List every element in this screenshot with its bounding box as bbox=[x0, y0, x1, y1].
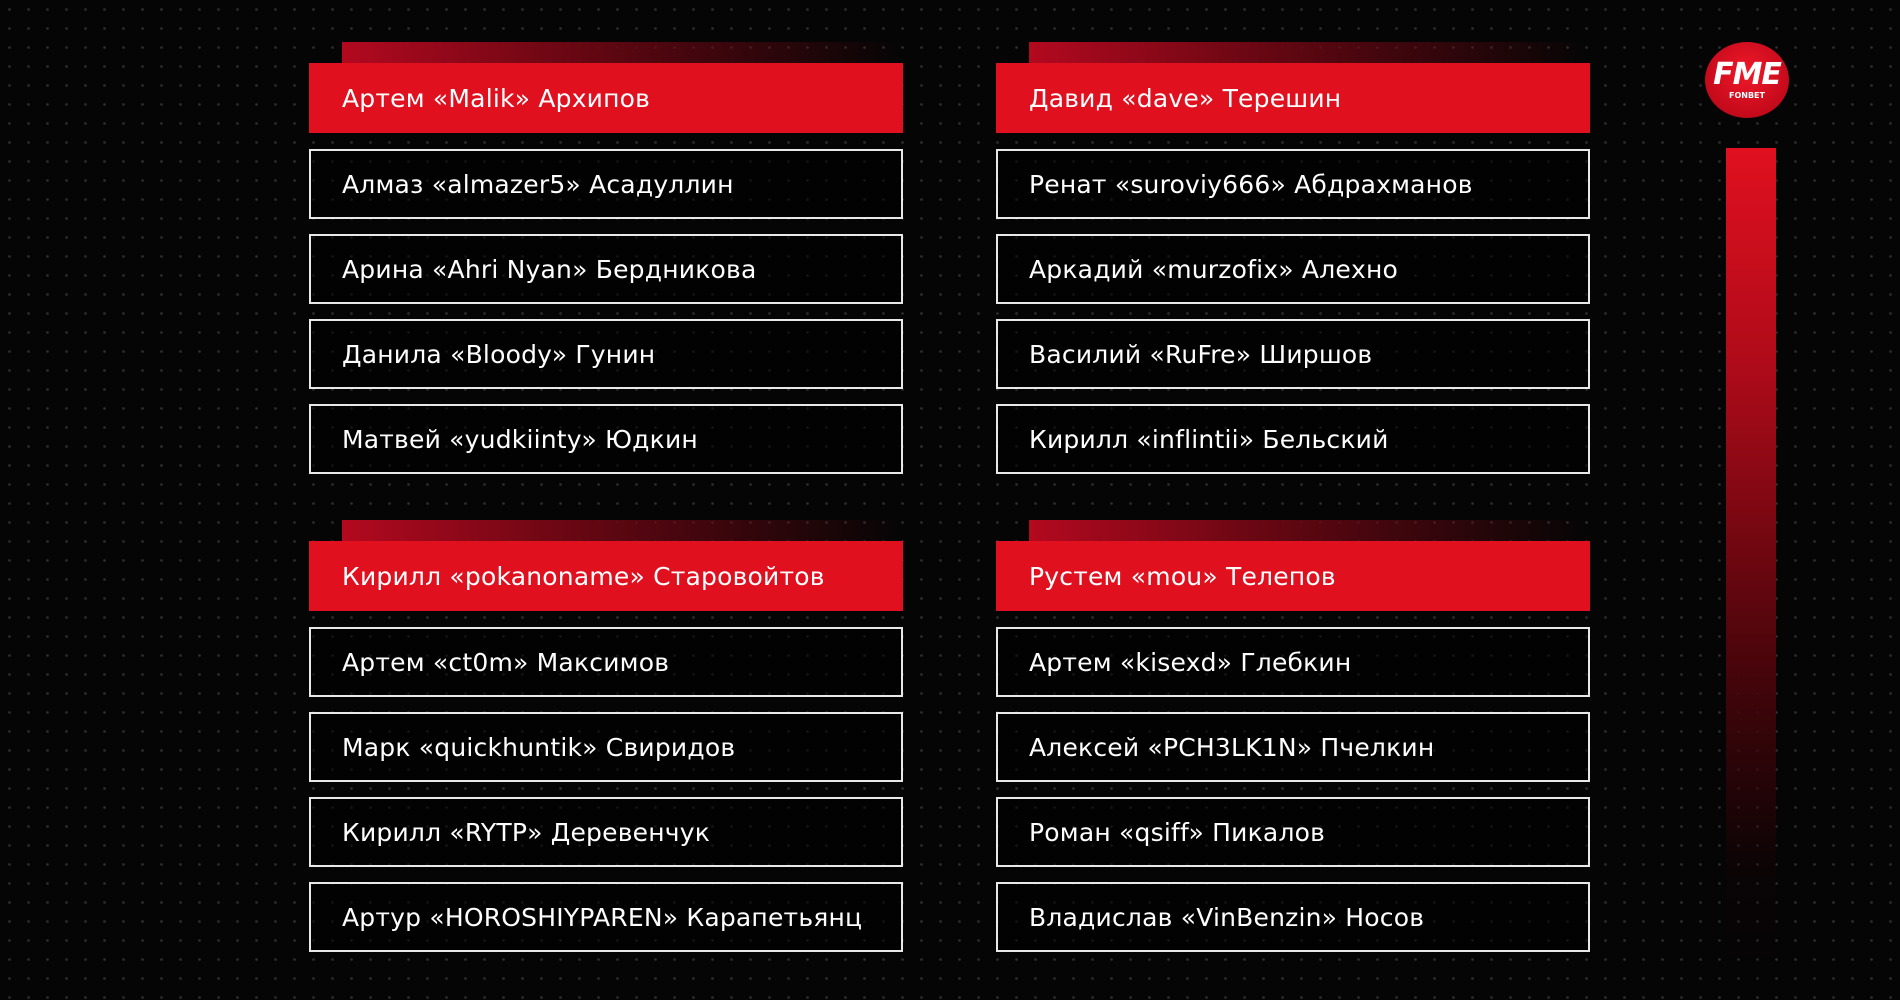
fme-logo bbox=[1705, 42, 1789, 118]
team-player: Алмаз «almazer5» Асадуллин bbox=[309, 149, 903, 219]
team-player: Кирилл «RYTP» Деревенчук bbox=[309, 797, 903, 867]
team-captain: Кирилл «pokanoname» Старовойтов bbox=[309, 541, 903, 611]
team-player: Василий «RuFre» Ширшов bbox=[996, 319, 1590, 389]
team-player: Аркадий «murzofix» Алехно bbox=[996, 234, 1590, 304]
team-player-list bbox=[309, 627, 903, 967]
team-player: Марк «quickhuntik» Свиридов bbox=[309, 712, 903, 782]
team-player: Артем «kisexd» Глебкин bbox=[996, 627, 1590, 697]
team-player: Роман «qsiff» Пикалов bbox=[996, 797, 1590, 867]
team-player: Артем «ct0m» Максимов bbox=[309, 627, 903, 697]
team-player: Алексей «PCH3LK1N» Пчелкин bbox=[996, 712, 1590, 782]
team-captain: Давид «dave» Терешин bbox=[996, 63, 1590, 133]
logo-subtext: FONBET bbox=[1729, 91, 1765, 100]
team-player: Артур «HOROSHIYPAREN» Карапетьянц bbox=[309, 882, 903, 952]
team-player-list bbox=[996, 627, 1590, 967]
decorative-gradient-bar bbox=[1726, 148, 1776, 1000]
team-player: Ренат «suroviy666» Абдрахманов bbox=[996, 149, 1590, 219]
team-player: Арина «Ahri Nyan» Бердникова bbox=[309, 234, 903, 304]
team-player-list bbox=[996, 149, 1590, 489]
team-captain: Артем «Malik» Архипов bbox=[309, 63, 903, 133]
team-captain: Рустем «mou» Телепов bbox=[996, 541, 1590, 611]
logo-wordmark: FME bbox=[1713, 57, 1781, 92]
team-player: Владислав «VinBenzin» Носов bbox=[996, 882, 1590, 952]
team-player: Данила «Bloody» Гунин bbox=[309, 319, 903, 389]
team-player: Матвей «yudkiinty» Юдкин bbox=[309, 404, 903, 474]
team-player: Кирилл «inflintii» Бельский bbox=[996, 404, 1590, 474]
team-player-list bbox=[309, 149, 903, 489]
